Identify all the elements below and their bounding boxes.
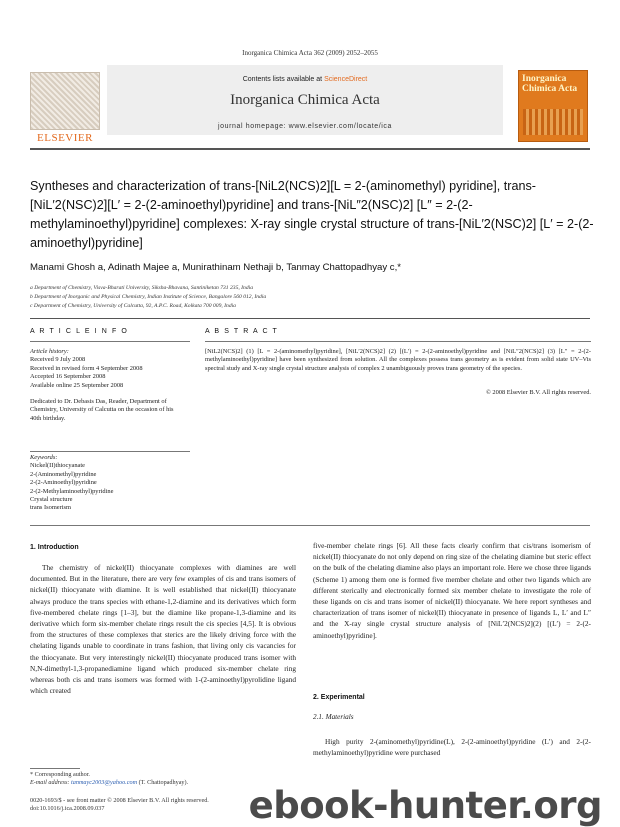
info-rule (30, 341, 190, 342)
elsevier-wordmark: ELSEVIER (37, 132, 93, 144)
elsevier-logo[interactable] (30, 72, 100, 144)
article-history (30, 348, 180, 423)
history-received: Received 9 July 2008 (30, 356, 86, 364)
materials-paragraph-column (313, 736, 591, 758)
keyword-item: 2-(Aminomethyl)pyridine (30, 470, 97, 478)
materials-paragraph: High purity 2-(aminomethyl)pyridine(L), 2-(2-aminoethyl)pyridine (L′) and 2-(2-methylaminoethyl)pyridine were purchased (313, 737, 591, 758)
contents-banner (107, 65, 503, 135)
journal-cover-image[interactable] (518, 70, 588, 142)
introduction-right-column (313, 540, 591, 641)
article-info-heading: A R T I C L E I N F O (30, 328, 129, 335)
header-divider (30, 318, 590, 319)
author-email-link[interactable]: tanmayc2003@yahoo.com (71, 779, 138, 786)
experimental-heading: 2. Experimental (313, 694, 365, 701)
cover-graphic (523, 109, 583, 135)
masthead-divider (30, 148, 590, 150)
introduction-continued: five-member chelate rings [6]. All these facts clearly confirm that cis/trans isomerism of nickel(II) thiocyanate do not only depend on ring size of the chelating diamine but steric effect on the bulk of the chelating diamine also plays an important role. Here we chose three ligands (Scheme 1) among them one is formed five member chelate and other two ligands which are different sterically and electronically formed six member chelate to investigate the role of these ligands on cis and trans isomer of nickel(II) thiocyanate. We here report syntheses and characterization of trans isomer of nickel(II) thiocyanate in presence of ligands L, L′ and L″ and the X-ray single crystal structure analysis of [NiL′2(NCS)2](2) [(L′) = 2-(2-aminoethyl)pyridine]. (313, 541, 591, 640)
article-title: Syntheses and characterization of trans-[NiL2(NCS)2][L = 2-(aminomethyl) pyridine], trans-[NiL′2(NSC)2][L′ = 2-(2-aminoethyl)pyridine] and trans-[NiL″2(NSC)2] [L″ = 2-(2-methylaminoethyl)pyridine] complexes: X-ray single crystal structure of trans-[NiL′2(NSC)2] [L′ = 2-(2-aminoethyl)pyridine] (30, 179, 594, 250)
affiliation-b: b Department of Inorganic and Physical Chemistry, Indian Institute of Science, Bangalore 560 012, India (30, 294, 267, 300)
history-online: Available online 25 September 2008 (30, 381, 124, 389)
keyword-item: 2-(2-Methylaminoethyl)pyridine (30, 487, 114, 495)
materials-heading: 2.1. Materials (313, 713, 354, 721)
watermark-text: ebook-hunter.org (248, 784, 602, 827)
abstract-rule (205, 341, 591, 342)
introduction-heading: 1. Introduction (30, 544, 79, 551)
doi-line[interactable]: doi:10.1016/j.ica.2008.09.037 (30, 805, 105, 812)
history-label: Article history: (30, 348, 69, 355)
affiliation-c: c Department of Chemistry, University of Calcutta, 92, A.P.C. Road, Kolkata 700 009, India (30, 303, 236, 309)
abstract-text: [NiL2(NCS)2] (1) [L = 2-(aminomethyl)pyridine], [NiL′2(NCS)2] (2) [(L′) = 2-(2-aminoethyl)pyridine and [NiL″2(NCS)2] (3) [L″ = 2-(2-methylaminoethyl)pyridine] have been synthesized from solution. All the complexes possess trans geometry as is evident from solid state UV–Vis spectral study and X-ray single crystal structure analysis of complex 2 unambiguously proves trans geometry of the species. (205, 348, 591, 372)
body-divider (30, 525, 590, 526)
corresponding-label: * Corresponding author. (30, 771, 90, 778)
introduction-left-column (30, 562, 296, 696)
copyright-notice: © 2008 Elsevier B.V. All rights reserved. (485, 389, 591, 396)
keywords (30, 454, 180, 513)
abstract-heading: A B S T R A C T (205, 328, 279, 335)
author-list: Manami Ghosh a, Adinath Majee a, Munirathinam Nethaji b, Tanmay Chattopadhyay c,* (30, 262, 401, 273)
introduction-paragraph: The chemistry of nickel(II) thiocyanate complexes with diamines are well documented. But in the literature, there are very few examples of cis and trans isomers of nickel(II) thiocyanate with diamine. It is well established that nickel(II) thiocyanate always produce the trans species with ethane-1,2-diamine and its derivatives which form five-membered chelate rings [1–3], but the diamine like propane-1,3-diamine and its derivative which form six-member chelate rings result the cis species [4,5]. It is obvious from the structures of these complexes that sterics are the likely driving force with the chelating ligands unable to coordinate in trans fashion, that living only cis vacancies for the thiocyanate. But very interestingly nickel(II) thiocyanate produced trans isomer with N,N-dimethyl-1,3-propanediamine ligand which produced six-member chelate ring whereas both cis and trans isomers was formed with 1-(2-aminoethyl)pyrolidine ligand which created (30, 563, 296, 696)
keyword-item: 2-(2-Aminoethyl)pyridine (30, 479, 97, 487)
contents-line (107, 76, 503, 83)
journal-citation: Inorganica Chimica Acta 362 (2009) 2052–2055 (242, 49, 378, 57)
dedication: Dedicated to Dr. Debasis Das, Reader, Department of Chemistry, University of Calcutta on the occasion of his 40th birthday. (30, 398, 174, 422)
cover-title: Inorganica Chimica Acta (522, 74, 578, 94)
journal-masthead (30, 64, 590, 152)
keyword-item: trans Isomerism (30, 504, 71, 512)
affiliation-a: a Department of Chemistry, Visva-Bharati University, Siksha-Bhavana, Santiniketan 731 235, India (30, 285, 253, 291)
history-revised: Received in revised form 4 September 2008 (30, 364, 143, 372)
keywords-label: Keywords: (30, 454, 58, 461)
email-label: E-mail address: (30, 779, 72, 786)
keyword-item: Nickel(II)thiocyanate (30, 462, 86, 470)
footnote-rule (30, 768, 80, 769)
keyword-item: Crystal structure (30, 496, 73, 504)
elsevier-tree-icon (30, 72, 100, 130)
affiliations (30, 284, 595, 311)
issn-line: 0020-1693/$ - see front matter © 2008 Elsevier B.V. All rights reserved. (30, 797, 209, 804)
history-accepted: Accepted 16 September 2008 (30, 373, 106, 381)
sciencedirect-link[interactable]: ScienceDirect (324, 76, 368, 83)
keywords-rule (30, 451, 190, 452)
journal-title: Inorganica Chimica Acta (230, 92, 380, 108)
journal-homepage[interactable]: journal homepage: www.elsevier.com/locate/ica (217, 123, 393, 130)
contents-prefix: Contents lists available at (242, 76, 325, 83)
email-suffix: (T. Chattopadhyay). (137, 779, 189, 786)
